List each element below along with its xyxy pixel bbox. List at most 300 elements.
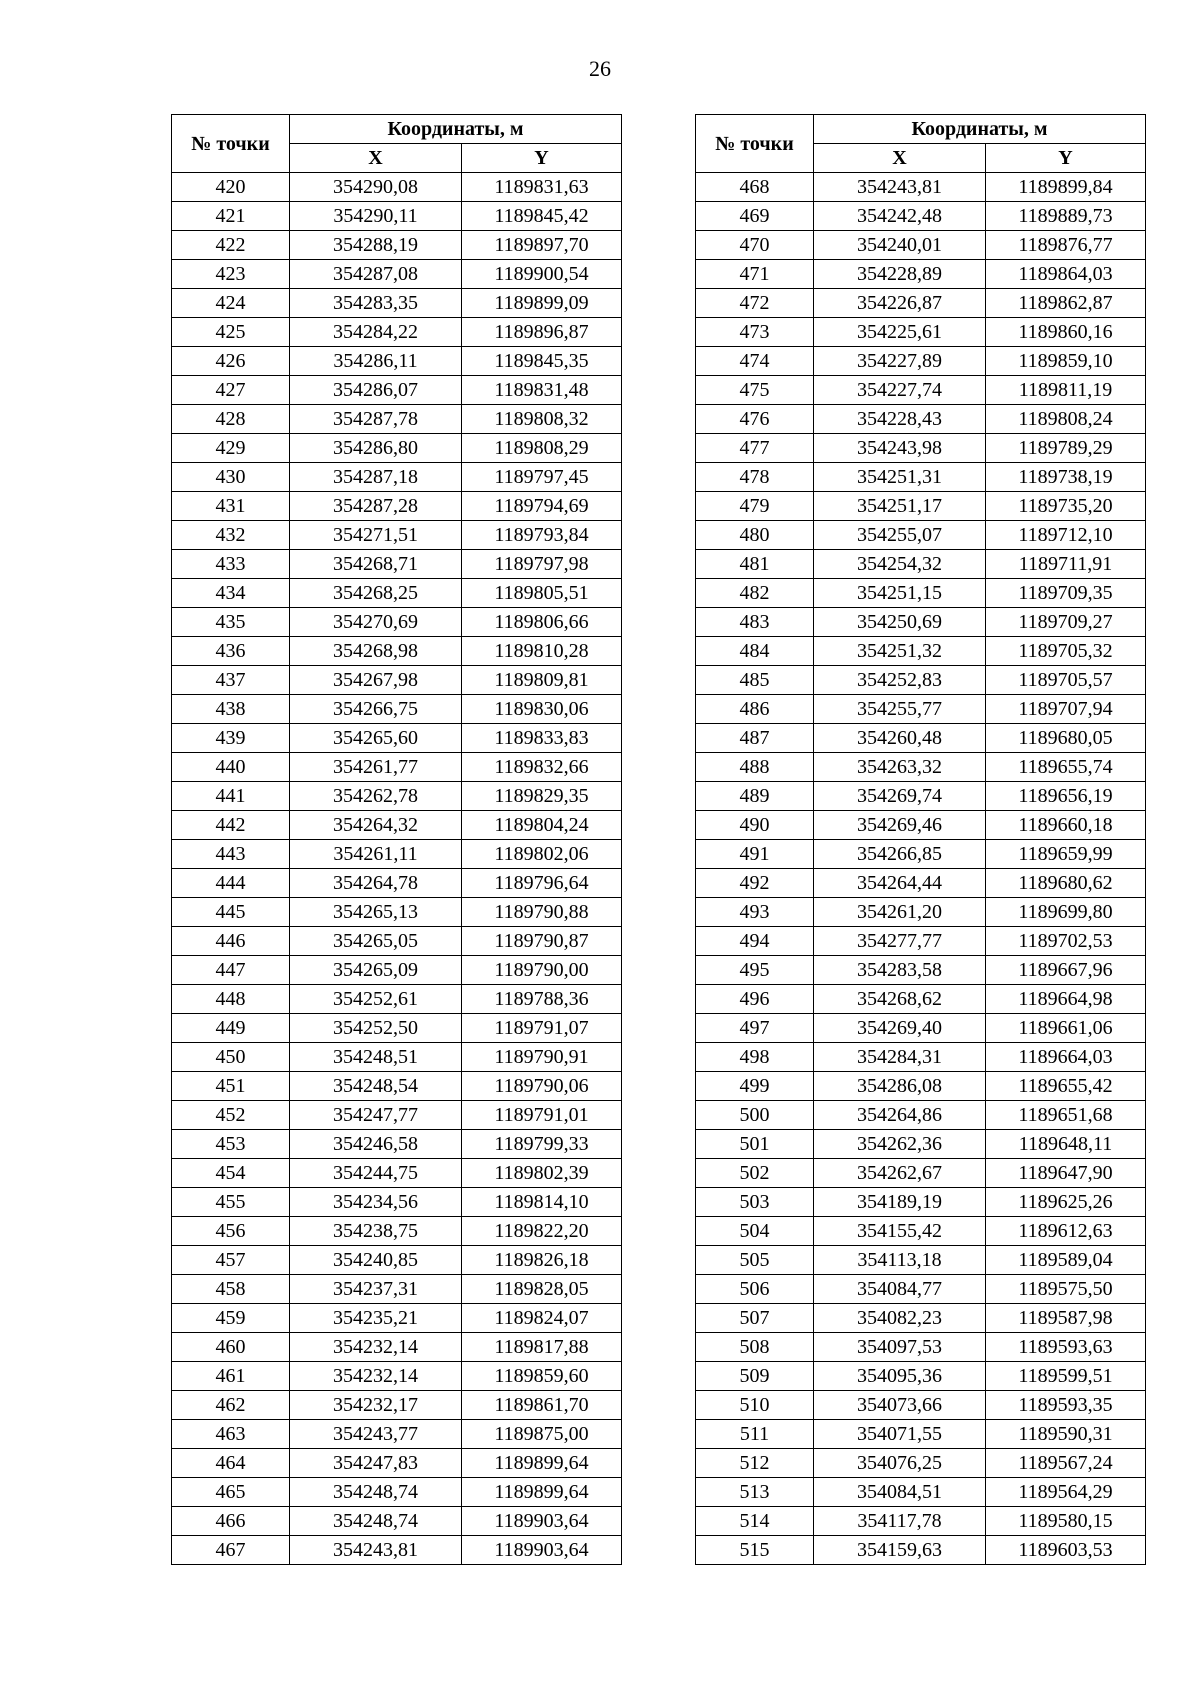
table-row bbox=[696, 202, 1146, 231]
x-coordinate-cell: 354264,78 bbox=[290, 869, 462, 898]
x-coordinate-cell: 354226,87 bbox=[814, 289, 986, 318]
x-coordinate-cell: 354235,21 bbox=[290, 1304, 462, 1333]
y-coordinate-cell: 1189711,91 bbox=[986, 550, 1146, 579]
x-coordinate-cell: 354250,69 bbox=[814, 608, 986, 637]
table-row bbox=[172, 1333, 622, 1362]
y-coordinate-cell: 1189811,19 bbox=[986, 376, 1146, 405]
point-number-cell: 424 bbox=[172, 289, 290, 318]
point-number-cell: 443 bbox=[172, 840, 290, 869]
point-number-cell: 498 bbox=[696, 1043, 814, 1072]
table-row bbox=[696, 840, 1146, 869]
table-row bbox=[696, 376, 1146, 405]
y-coordinate-cell: 1189599,51 bbox=[986, 1362, 1146, 1391]
point-number-cell: 431 bbox=[172, 492, 290, 521]
table-row bbox=[172, 1420, 622, 1449]
header-point-number: № точки bbox=[696, 115, 814, 173]
y-coordinate-cell: 1189897,70 bbox=[462, 231, 622, 260]
point-number-cell: 473 bbox=[696, 318, 814, 347]
table-row bbox=[696, 1333, 1146, 1362]
point-number-cell: 505 bbox=[696, 1246, 814, 1275]
y-coordinate-cell: 1189648,11 bbox=[986, 1130, 1146, 1159]
x-coordinate-cell: 354082,23 bbox=[814, 1304, 986, 1333]
point-number-cell: 450 bbox=[172, 1043, 290, 1072]
table-row bbox=[696, 289, 1146, 318]
y-coordinate-cell: 1189861,70 bbox=[462, 1391, 622, 1420]
table-row bbox=[696, 1536, 1146, 1565]
table-row bbox=[172, 579, 622, 608]
point-number-cell: 507 bbox=[696, 1304, 814, 1333]
point-number-cell: 486 bbox=[696, 695, 814, 724]
y-coordinate-cell: 1189899,64 bbox=[462, 1478, 622, 1507]
x-coordinate-cell: 354071,55 bbox=[814, 1420, 986, 1449]
table-row bbox=[696, 260, 1146, 289]
y-coordinate-cell: 1189845,35 bbox=[462, 347, 622, 376]
x-coordinate-cell: 354283,58 bbox=[814, 956, 986, 985]
point-number-cell: 454 bbox=[172, 1159, 290, 1188]
point-number-cell: 464 bbox=[172, 1449, 290, 1478]
x-coordinate-cell: 354261,20 bbox=[814, 898, 986, 927]
x-coordinate-cell: 354227,89 bbox=[814, 347, 986, 376]
table-row bbox=[696, 1217, 1146, 1246]
y-coordinate-cell: 1189817,88 bbox=[462, 1333, 622, 1362]
x-coordinate-cell: 354286,08 bbox=[814, 1072, 986, 1101]
x-coordinate-cell: 354248,74 bbox=[290, 1507, 462, 1536]
y-coordinate-cell: 1189799,33 bbox=[462, 1130, 622, 1159]
point-number-cell: 440 bbox=[172, 753, 290, 782]
table-row bbox=[172, 289, 622, 318]
table-row bbox=[696, 318, 1146, 347]
y-coordinate-cell: 1189809,81 bbox=[462, 666, 622, 695]
point-number-cell: 435 bbox=[172, 608, 290, 637]
y-coordinate-cell: 1189875,00 bbox=[462, 1420, 622, 1449]
x-coordinate-cell: 354287,08 bbox=[290, 260, 462, 289]
x-coordinate-cell: 354267,98 bbox=[290, 666, 462, 695]
x-coordinate-cell: 354262,78 bbox=[290, 782, 462, 811]
x-coordinate-cell: 354260,48 bbox=[814, 724, 986, 753]
coordinates-table-left bbox=[171, 114, 622, 1565]
x-coordinate-cell: 354268,62 bbox=[814, 985, 986, 1014]
point-number-cell: 488 bbox=[696, 753, 814, 782]
y-coordinate-cell: 1189664,98 bbox=[986, 985, 1146, 1014]
table-row bbox=[696, 1275, 1146, 1304]
y-coordinate-cell: 1189790,00 bbox=[462, 956, 622, 985]
point-number-cell: 449 bbox=[172, 1014, 290, 1043]
y-coordinate-cell: 1189797,45 bbox=[462, 463, 622, 492]
point-number-cell: 471 bbox=[696, 260, 814, 289]
point-number-cell: 469 bbox=[696, 202, 814, 231]
table-row bbox=[172, 811, 622, 840]
table-row bbox=[696, 753, 1146, 782]
x-coordinate-cell: 354232,14 bbox=[290, 1362, 462, 1391]
x-coordinate-cell: 354288,19 bbox=[290, 231, 462, 260]
x-coordinate-cell: 354266,85 bbox=[814, 840, 986, 869]
y-coordinate-cell: 1189796,64 bbox=[462, 869, 622, 898]
x-coordinate-cell: 354266,75 bbox=[290, 695, 462, 724]
table-row bbox=[172, 521, 622, 550]
x-coordinate-cell: 354084,51 bbox=[814, 1478, 986, 1507]
table-row bbox=[172, 840, 622, 869]
table-row bbox=[172, 782, 622, 811]
x-coordinate-cell: 354225,61 bbox=[814, 318, 986, 347]
x-coordinate-cell: 354240,85 bbox=[290, 1246, 462, 1275]
y-coordinate-cell: 1189702,53 bbox=[986, 927, 1146, 956]
x-coordinate-cell: 354097,53 bbox=[814, 1333, 986, 1362]
y-coordinate-cell: 1189824,07 bbox=[462, 1304, 622, 1333]
x-coordinate-cell: 354277,77 bbox=[814, 927, 986, 956]
x-coordinate-cell: 354251,31 bbox=[814, 463, 986, 492]
y-coordinate-cell: 1189735,20 bbox=[986, 492, 1146, 521]
y-coordinate-cell: 1189655,42 bbox=[986, 1072, 1146, 1101]
point-number-cell: 456 bbox=[172, 1217, 290, 1246]
x-coordinate-cell: 354234,56 bbox=[290, 1188, 462, 1217]
table-row bbox=[172, 1159, 622, 1188]
y-coordinate-cell: 1189826,18 bbox=[462, 1246, 622, 1275]
x-coordinate-cell: 354270,69 bbox=[290, 608, 462, 637]
x-coordinate-cell: 354237,31 bbox=[290, 1275, 462, 1304]
y-coordinate-cell: 1189699,80 bbox=[986, 898, 1146, 927]
y-coordinate-cell: 1189814,10 bbox=[462, 1188, 622, 1217]
table-row bbox=[172, 985, 622, 1014]
y-coordinate-cell: 1189567,24 bbox=[986, 1449, 1146, 1478]
y-coordinate-cell: 1189899,84 bbox=[986, 173, 1146, 202]
point-number-cell: 500 bbox=[696, 1101, 814, 1130]
table-row bbox=[696, 492, 1146, 521]
table-row bbox=[172, 695, 622, 724]
x-coordinate-cell: 354244,75 bbox=[290, 1159, 462, 1188]
table-row bbox=[696, 521, 1146, 550]
point-number-cell: 506 bbox=[696, 1275, 814, 1304]
x-coordinate-cell: 354286,07 bbox=[290, 376, 462, 405]
x-coordinate-cell: 354261,77 bbox=[290, 753, 462, 782]
point-number-cell: 461 bbox=[172, 1362, 290, 1391]
x-coordinate-cell: 354240,01 bbox=[814, 231, 986, 260]
header-x: X bbox=[290, 144, 462, 173]
table-row bbox=[172, 1507, 622, 1536]
y-coordinate-cell: 1189831,48 bbox=[462, 376, 622, 405]
x-coordinate-cell: 354269,46 bbox=[814, 811, 986, 840]
point-number-cell: 437 bbox=[172, 666, 290, 695]
table-row bbox=[172, 724, 622, 753]
point-number-cell: 436 bbox=[172, 637, 290, 666]
x-coordinate-cell: 354113,18 bbox=[814, 1246, 986, 1275]
x-coordinate-cell: 354262,36 bbox=[814, 1130, 986, 1159]
y-coordinate-cell: 1189896,87 bbox=[462, 318, 622, 347]
point-number-cell: 442 bbox=[172, 811, 290, 840]
x-coordinate-cell: 354252,50 bbox=[290, 1014, 462, 1043]
x-coordinate-cell: 354159,63 bbox=[814, 1536, 986, 1565]
x-coordinate-cell: 354284,22 bbox=[290, 318, 462, 347]
x-coordinate-cell: 354283,35 bbox=[290, 289, 462, 318]
y-coordinate-cell: 1189680,62 bbox=[986, 869, 1146, 898]
point-number-cell: 489 bbox=[696, 782, 814, 811]
point-number-cell: 420 bbox=[172, 173, 290, 202]
point-number-cell: 508 bbox=[696, 1333, 814, 1362]
x-coordinate-cell: 354286,80 bbox=[290, 434, 462, 463]
point-number-cell: 496 bbox=[696, 985, 814, 1014]
table-row bbox=[172, 869, 622, 898]
table-row bbox=[172, 318, 622, 347]
point-number-cell: 514 bbox=[696, 1507, 814, 1536]
table-row bbox=[696, 1507, 1146, 1536]
point-number-cell: 481 bbox=[696, 550, 814, 579]
point-number-cell: 434 bbox=[172, 579, 290, 608]
table-row bbox=[696, 231, 1146, 260]
x-coordinate-cell: 354248,54 bbox=[290, 1072, 462, 1101]
x-coordinate-cell: 354248,74 bbox=[290, 1478, 462, 1507]
point-number-cell: 445 bbox=[172, 898, 290, 927]
y-coordinate-cell: 1189590,31 bbox=[986, 1420, 1146, 1449]
page-number: 26 bbox=[589, 56, 611, 81]
y-coordinate-cell: 1189808,24 bbox=[986, 405, 1146, 434]
table-row bbox=[696, 956, 1146, 985]
x-coordinate-cell: 354243,81 bbox=[814, 173, 986, 202]
point-number-cell: 455 bbox=[172, 1188, 290, 1217]
x-coordinate-cell: 354269,74 bbox=[814, 782, 986, 811]
table-row bbox=[172, 1536, 622, 1565]
x-coordinate-cell: 354268,98 bbox=[290, 637, 462, 666]
y-coordinate-cell: 1189625,26 bbox=[986, 1188, 1146, 1217]
x-coordinate-cell: 354271,51 bbox=[290, 521, 462, 550]
y-coordinate-cell: 1189789,29 bbox=[986, 434, 1146, 463]
x-coordinate-cell: 354232,14 bbox=[290, 1333, 462, 1362]
header-y: Y bbox=[462, 144, 622, 173]
y-coordinate-cell: 1189831,63 bbox=[462, 173, 622, 202]
x-coordinate-cell: 354243,98 bbox=[814, 434, 986, 463]
x-coordinate-cell: 354238,75 bbox=[290, 1217, 462, 1246]
point-number-cell: 515 bbox=[696, 1536, 814, 1565]
y-coordinate-cell: 1189797,98 bbox=[462, 550, 622, 579]
table-row bbox=[696, 1072, 1146, 1101]
point-number-cell: 467 bbox=[172, 1536, 290, 1565]
point-number-cell: 423 bbox=[172, 260, 290, 289]
table-row bbox=[696, 1188, 1146, 1217]
table-row bbox=[172, 1014, 622, 1043]
x-coordinate-cell: 354228,43 bbox=[814, 405, 986, 434]
y-coordinate-cell: 1189810,28 bbox=[462, 637, 622, 666]
point-number-cell: 492 bbox=[696, 869, 814, 898]
point-number-cell: 487 bbox=[696, 724, 814, 753]
point-number-cell: 484 bbox=[696, 637, 814, 666]
table-row bbox=[696, 1420, 1146, 1449]
point-number-cell: 479 bbox=[696, 492, 814, 521]
table-row bbox=[172, 1362, 622, 1391]
table-row bbox=[696, 1478, 1146, 1507]
x-coordinate-cell: 354286,11 bbox=[290, 347, 462, 376]
y-coordinate-cell: 1189661,06 bbox=[986, 1014, 1146, 1043]
point-number-cell: 509 bbox=[696, 1362, 814, 1391]
y-coordinate-cell: 1189845,42 bbox=[462, 202, 622, 231]
y-coordinate-cell: 1189680,05 bbox=[986, 724, 1146, 753]
table-row bbox=[696, 608, 1146, 637]
y-coordinate-cell: 1189805,51 bbox=[462, 579, 622, 608]
table-row bbox=[696, 898, 1146, 927]
y-coordinate-cell: 1189659,99 bbox=[986, 840, 1146, 869]
table-row bbox=[172, 173, 622, 202]
y-coordinate-cell: 1189664,03 bbox=[986, 1043, 1146, 1072]
table-row bbox=[696, 927, 1146, 956]
y-coordinate-cell: 1189899,09 bbox=[462, 289, 622, 318]
y-coordinate-cell: 1189790,91 bbox=[462, 1043, 622, 1072]
y-coordinate-cell: 1189793,84 bbox=[462, 521, 622, 550]
x-coordinate-cell: 354268,71 bbox=[290, 550, 462, 579]
table-row bbox=[172, 898, 622, 927]
table-row bbox=[696, 1159, 1146, 1188]
y-coordinate-cell: 1189899,64 bbox=[462, 1449, 622, 1478]
point-number-cell: 463 bbox=[172, 1420, 290, 1449]
y-coordinate-cell: 1189862,87 bbox=[986, 289, 1146, 318]
table-row bbox=[696, 1391, 1146, 1420]
table-row bbox=[172, 637, 622, 666]
point-number-cell: 503 bbox=[696, 1188, 814, 1217]
point-number-cell: 438 bbox=[172, 695, 290, 724]
point-number-cell: 448 bbox=[172, 985, 290, 1014]
point-number-cell: 466 bbox=[172, 1507, 290, 1536]
point-number-cell: 512 bbox=[696, 1449, 814, 1478]
point-number-cell: 495 bbox=[696, 956, 814, 985]
point-number-cell: 428 bbox=[172, 405, 290, 434]
table-row bbox=[696, 434, 1146, 463]
y-coordinate-cell: 1189790,87 bbox=[462, 927, 622, 956]
y-coordinate-cell: 1189593,63 bbox=[986, 1333, 1146, 1362]
x-coordinate-cell: 354252,83 bbox=[814, 666, 986, 695]
table-row bbox=[172, 202, 622, 231]
y-coordinate-cell: 1189833,83 bbox=[462, 724, 622, 753]
y-coordinate-cell: 1189707,94 bbox=[986, 695, 1146, 724]
point-number-cell: 490 bbox=[696, 811, 814, 840]
header-coordinates: Координаты, м bbox=[290, 115, 622, 144]
x-coordinate-cell: 354095,36 bbox=[814, 1362, 986, 1391]
x-coordinate-cell: 354255,77 bbox=[814, 695, 986, 724]
y-coordinate-cell: 1189859,60 bbox=[462, 1362, 622, 1391]
table-row bbox=[696, 985, 1146, 1014]
x-coordinate-cell: 354232,17 bbox=[290, 1391, 462, 1420]
y-coordinate-cell: 1189829,35 bbox=[462, 782, 622, 811]
x-coordinate-cell: 354265,09 bbox=[290, 956, 462, 985]
point-number-cell: 476 bbox=[696, 405, 814, 434]
point-number-cell: 453 bbox=[172, 1130, 290, 1159]
y-coordinate-cell: 1189647,90 bbox=[986, 1159, 1146, 1188]
table-row bbox=[696, 550, 1146, 579]
table-row bbox=[696, 1043, 1146, 1072]
y-coordinate-cell: 1189580,15 bbox=[986, 1507, 1146, 1536]
table-row bbox=[696, 695, 1146, 724]
header-coordinates: Координаты, м bbox=[814, 115, 1146, 144]
point-number-cell: 452 bbox=[172, 1101, 290, 1130]
y-coordinate-cell: 1189903,64 bbox=[462, 1536, 622, 1565]
table-row bbox=[696, 173, 1146, 202]
point-number-cell: 447 bbox=[172, 956, 290, 985]
table-row bbox=[172, 550, 622, 579]
y-coordinate-cell: 1189832,66 bbox=[462, 753, 622, 782]
point-number-cell: 477 bbox=[696, 434, 814, 463]
y-coordinate-cell: 1189808,32 bbox=[462, 405, 622, 434]
y-coordinate-cell: 1189709,27 bbox=[986, 608, 1146, 637]
table-row bbox=[696, 811, 1146, 840]
table-row bbox=[172, 405, 622, 434]
point-number-cell: 483 bbox=[696, 608, 814, 637]
table-row bbox=[172, 753, 622, 782]
table-row bbox=[172, 492, 622, 521]
table-row bbox=[172, 956, 622, 985]
x-coordinate-cell: 354264,86 bbox=[814, 1101, 986, 1130]
x-coordinate-cell: 354265,05 bbox=[290, 927, 462, 956]
y-coordinate-cell: 1189791,01 bbox=[462, 1101, 622, 1130]
point-number-cell: 480 bbox=[696, 521, 814, 550]
x-coordinate-cell: 354269,40 bbox=[814, 1014, 986, 1043]
coordinates-table-right bbox=[695, 114, 1146, 1565]
y-coordinate-cell: 1189791,07 bbox=[462, 1014, 622, 1043]
x-coordinate-cell: 354264,44 bbox=[814, 869, 986, 898]
point-number-cell: 426 bbox=[172, 347, 290, 376]
table-row bbox=[172, 1130, 622, 1159]
x-coordinate-cell: 354247,83 bbox=[290, 1449, 462, 1478]
y-coordinate-cell: 1189587,98 bbox=[986, 1304, 1146, 1333]
x-coordinate-cell: 354251,17 bbox=[814, 492, 986, 521]
y-coordinate-cell: 1189830,06 bbox=[462, 695, 622, 724]
y-coordinate-cell: 1189828,05 bbox=[462, 1275, 622, 1304]
point-number-cell: 513 bbox=[696, 1478, 814, 1507]
x-coordinate-cell: 354248,51 bbox=[290, 1043, 462, 1072]
point-number-cell: 457 bbox=[172, 1246, 290, 1275]
table-row bbox=[172, 260, 622, 289]
table-row bbox=[172, 1391, 622, 1420]
table-row bbox=[696, 724, 1146, 753]
table-row bbox=[696, 666, 1146, 695]
table-row bbox=[696, 1449, 1146, 1478]
x-coordinate-cell: 354261,11 bbox=[290, 840, 462, 869]
table-row bbox=[172, 463, 622, 492]
table-row bbox=[696, 1101, 1146, 1130]
y-coordinate-cell: 1189859,10 bbox=[986, 347, 1146, 376]
table-row bbox=[172, 1304, 622, 1333]
table-row bbox=[172, 1217, 622, 1246]
y-coordinate-cell: 1189709,35 bbox=[986, 579, 1146, 608]
y-coordinate-cell: 1189802,06 bbox=[462, 840, 622, 869]
table-row bbox=[696, 405, 1146, 434]
table-row bbox=[696, 869, 1146, 898]
header-point-number: № точки bbox=[172, 115, 290, 173]
point-number-cell: 430 bbox=[172, 463, 290, 492]
x-coordinate-cell: 354251,15 bbox=[814, 579, 986, 608]
y-coordinate-cell: 1189655,74 bbox=[986, 753, 1146, 782]
table-row bbox=[172, 927, 622, 956]
x-coordinate-cell: 354076,25 bbox=[814, 1449, 986, 1478]
y-coordinate-cell: 1189603,53 bbox=[986, 1536, 1146, 1565]
table-row bbox=[172, 608, 622, 637]
point-number-cell: 451 bbox=[172, 1072, 290, 1101]
y-coordinate-cell: 1189651,68 bbox=[986, 1101, 1146, 1130]
x-coordinate-cell: 354268,25 bbox=[290, 579, 462, 608]
x-coordinate-cell: 354246,58 bbox=[290, 1130, 462, 1159]
x-coordinate-cell: 354287,28 bbox=[290, 492, 462, 521]
table-row bbox=[696, 347, 1146, 376]
table-row bbox=[696, 1130, 1146, 1159]
point-number-cell: 458 bbox=[172, 1275, 290, 1304]
table-row bbox=[696, 782, 1146, 811]
table-row bbox=[172, 1275, 622, 1304]
x-coordinate-cell: 354290,11 bbox=[290, 202, 462, 231]
y-coordinate-cell: 1189889,73 bbox=[986, 202, 1146, 231]
x-coordinate-cell: 354117,78 bbox=[814, 1507, 986, 1536]
point-number-cell: 441 bbox=[172, 782, 290, 811]
table-row bbox=[172, 1101, 622, 1130]
x-coordinate-cell: 354262,67 bbox=[814, 1159, 986, 1188]
table-row bbox=[172, 1246, 622, 1275]
y-coordinate-cell: 1189738,19 bbox=[986, 463, 1146, 492]
x-coordinate-cell: 354265,60 bbox=[290, 724, 462, 753]
table-row bbox=[172, 666, 622, 695]
point-number-cell: 422 bbox=[172, 231, 290, 260]
